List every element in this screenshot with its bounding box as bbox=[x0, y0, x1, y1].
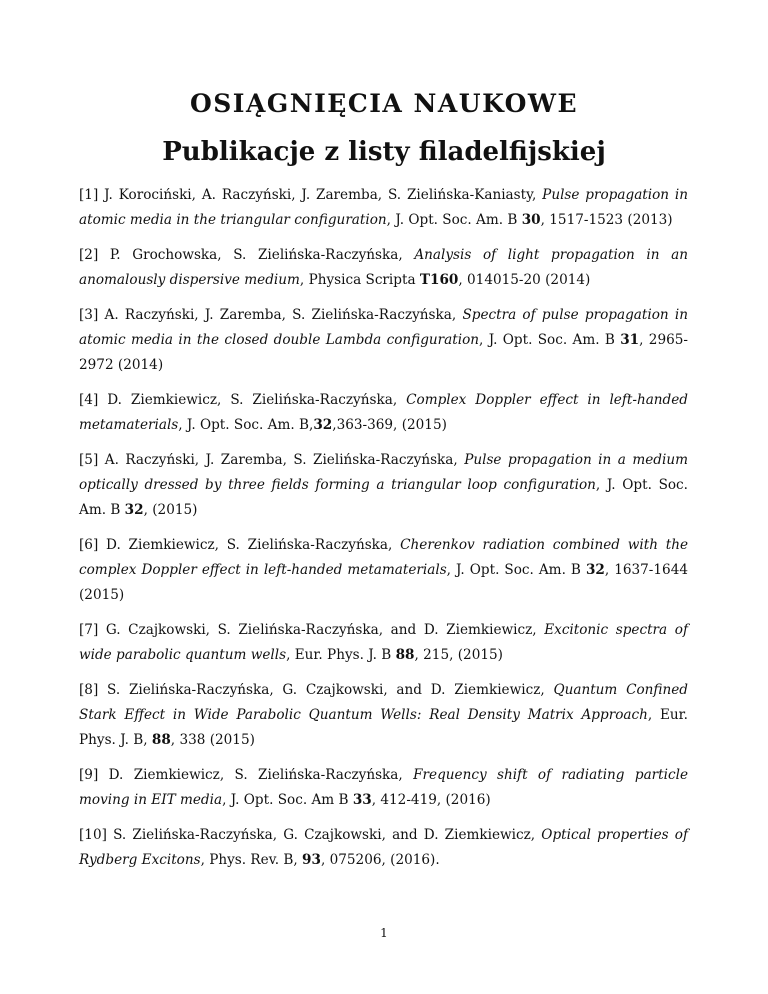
reference-item bbox=[79, 763, 688, 813]
reference-item bbox=[79, 388, 688, 438]
ref-pages-year: , 1517-1523 (2013) bbox=[540, 212, 673, 228]
ref-title: Quantum Confined Stark Effect in Wide Parabolic Quantum Wells: Real Density Matrix Approach bbox=[79, 682, 688, 723]
ref-pages-year: , 014015-20 (2014) bbox=[458, 272, 591, 288]
ref-volume: T160 bbox=[419, 272, 459, 288]
ref-number: [8] bbox=[79, 682, 99, 698]
ref-pages-year: , 338 (2015) bbox=[170, 732, 255, 748]
ref-journal: , J. Opt. Soc. Am. B bbox=[479, 332, 621, 348]
ref-authors: S. Zielińska-Raczyńska, G. Czajkowski, and D. Ziemkiewicz, bbox=[113, 827, 536, 843]
ref-journal: , J. Opt. Soc. Am. B, bbox=[178, 417, 314, 433]
ref-journal: , J. Opt. Soc. Am. B bbox=[446, 562, 586, 578]
ref-journal: , Eur. Phys. J. B, bbox=[79, 707, 688, 748]
ref-title: Frequency shift of radiating particle moving in EIT media bbox=[79, 767, 688, 808]
ref-pages-year: , 2965-2972 (2014) bbox=[79, 332, 688, 373]
ref-journal: , Physica Scripta bbox=[299, 272, 420, 288]
reference-item bbox=[79, 533, 688, 608]
ref-number: [6] bbox=[79, 537, 99, 553]
ref-journal: , Phys. Rev. B, bbox=[200, 852, 303, 868]
ref-number: [2] bbox=[79, 247, 99, 263]
ref-authors: J. Korociński, A. Raczyński, J. Zaremba, S. Zielińska-Kaniasty, bbox=[104, 187, 537, 203]
ref-authors: G. Czajkowski, S. Zielińska-Raczyńska, and D. Ziemkiewicz, bbox=[105, 622, 537, 638]
ref-number: [7] bbox=[79, 622, 99, 638]
ref-journal: , Eur. Phys. J. B bbox=[286, 647, 396, 663]
reference-item bbox=[79, 448, 688, 523]
ref-pages-year: , 075206, (2016). bbox=[320, 852, 440, 868]
ref-number: [4] bbox=[79, 392, 99, 408]
ref-number: [9] bbox=[79, 767, 99, 783]
ref-volume: 88 bbox=[151, 732, 171, 748]
ref-volume: 93 bbox=[302, 852, 321, 868]
reference-item bbox=[79, 678, 688, 753]
reference-item bbox=[79, 243, 688, 293]
ref-title: Spectra of pulse propagation in atomic media in the closed double Lambda configuration bbox=[79, 307, 688, 348]
ref-authors: A. Raczyński, J. Zaremba, S. Zielińska-Raczyńska, bbox=[104, 307, 457, 323]
ref-number: [10] bbox=[79, 827, 107, 843]
ref-pages-year: , 412-419, (2016) bbox=[371, 792, 491, 808]
page-subheading: Publikacje z listy filadelfijskiej bbox=[162, 137, 606, 167]
ref-pages-year: , 1637-1644 (2015) bbox=[79, 562, 688, 603]
ref-volume: 88 bbox=[395, 647, 415, 663]
ref-number: [1] bbox=[79, 187, 99, 203]
ref-volume: 32 bbox=[585, 562, 605, 578]
ref-title: Cherenkov radiation combined with the complex Doppler effect in left-handed metamaterials bbox=[79, 537, 688, 578]
ref-journal: , J. Opt. Soc. Am. B bbox=[79, 477, 688, 518]
ref-number: [3] bbox=[79, 307, 99, 323]
ref-journal: , J. Opt. Soc. Am. B bbox=[386, 212, 522, 228]
ref-title: Analysis of light propagation in an anomalously dispersive medium bbox=[79, 247, 688, 288]
ref-authors: D. Ziemkiewicz, S. Zielińska-Raczyńska, bbox=[108, 767, 403, 783]
ref-title: Pulse propagation in a medium optically dressed by three fields forming a triangular loop configuration bbox=[79, 452, 688, 493]
ref-title: Excitonic spectra of wide parabolic quantum wells bbox=[79, 622, 688, 663]
ref-volume: 30 bbox=[521, 212, 541, 228]
ref-volume: 31 bbox=[620, 332, 640, 348]
ref-journal: , J. Opt. Soc. Am B bbox=[222, 792, 353, 808]
ref-title: Optical properties of Rydberg Excitons bbox=[79, 827, 689, 868]
reference-item bbox=[79, 618, 688, 668]
ref-volume: 32 bbox=[124, 502, 144, 518]
page-number: 1 bbox=[380, 926, 388, 940]
reference-item bbox=[79, 303, 688, 378]
ref-volume: 33 bbox=[352, 792, 372, 808]
reference-list bbox=[79, 183, 688, 873]
ref-title: Complex Doppler effect in left-handed metamaterials bbox=[79, 392, 689, 433]
ref-title: Pulse propagation in atomic media in the triangular configuration bbox=[79, 187, 689, 228]
reference-item bbox=[79, 183, 688, 233]
page-heading: OSIĄGNIĘCIA NAUKOWE bbox=[189, 89, 579, 118]
ref-authors: D. Ziemkiewicz, S. Zielińska-Raczyńska, bbox=[107, 392, 398, 408]
reference-item bbox=[79, 823, 688, 873]
ref-authors: P. Grochowska, S. Zielińska-Raczyńska, bbox=[109, 247, 403, 263]
ref-pages-year: , (2015) bbox=[143, 502, 198, 518]
ref-pages-year: , 215, (2015) bbox=[414, 647, 503, 663]
ref-authors: D. Ziemkiewicz, S. Zielińska-Raczyńska, bbox=[106, 537, 393, 553]
ref-authors: A. Raczyński, J. Zaremba, S. Zielińska-Raczyńska, bbox=[104, 452, 458, 468]
ref-pages-year: ,363-369, (2015) bbox=[332, 417, 447, 433]
ref-number: [5] bbox=[79, 452, 99, 468]
ref-volume: 32 bbox=[313, 417, 333, 433]
ref-authors: S. Zielińska-Raczyńska, G. Czajkowski, and D. Ziemkiewicz, bbox=[107, 682, 545, 698]
